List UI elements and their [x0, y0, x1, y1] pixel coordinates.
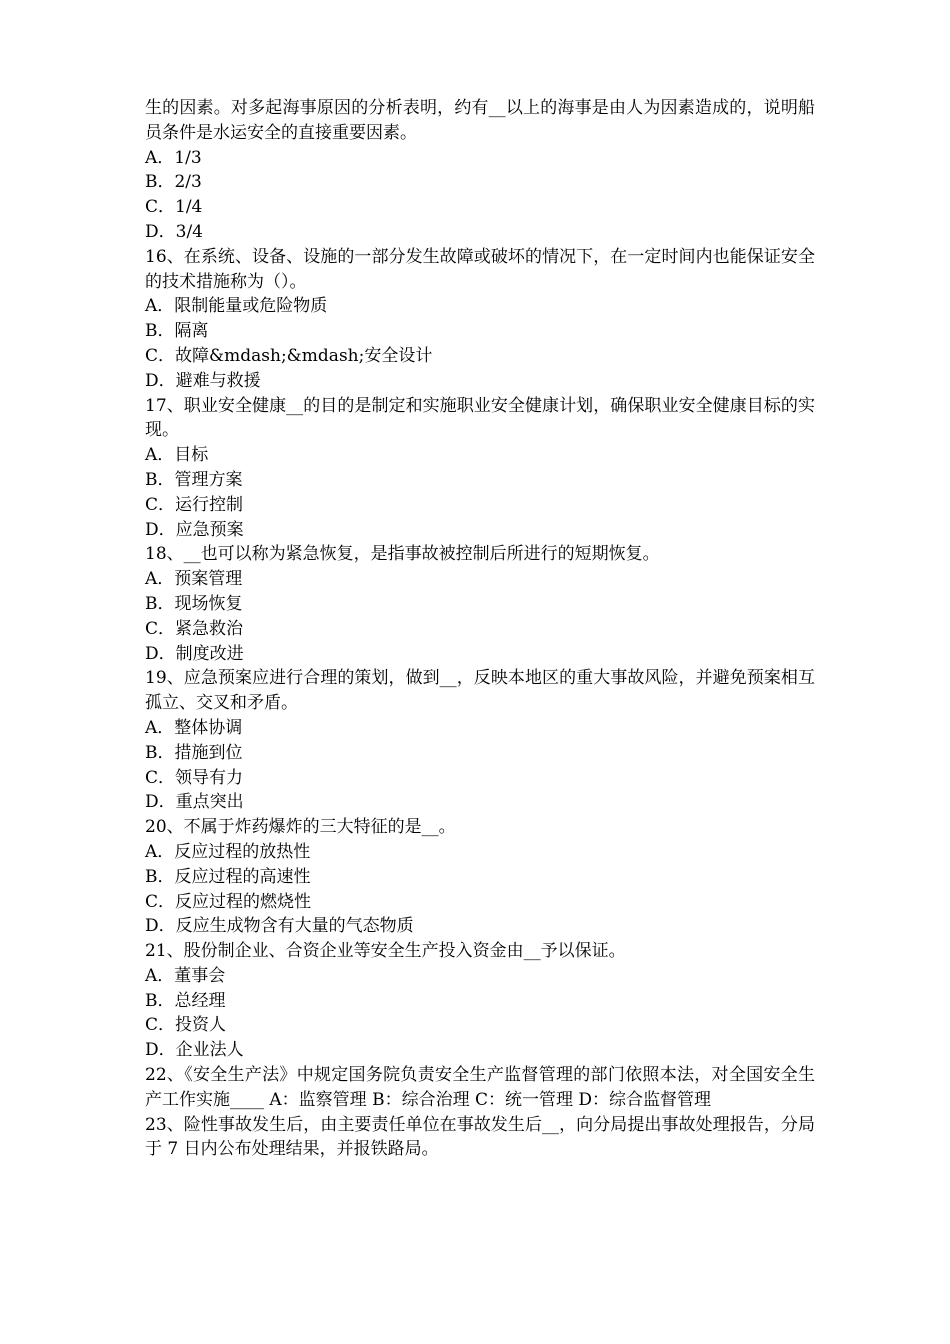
option-line: B．现场恢复: [145, 593, 243, 614]
option-line: A．董事会: [145, 965, 226, 986]
option-line: A．限制能量或危险物质: [145, 296, 328, 317]
question-stem: 19、应急预案应进行合理的策划，做到__，反映本地区的重大事故风险，并避免预案相互孤立、交叉和矛盾。: [145, 668, 815, 714]
question-stem: 16、在系统、设备、设施的一部分发生故障或破坏的情况下，在一定时间内也能保证安全的技术措施称为（）。: [145, 246, 815, 292]
document-page: [145, 96, 815, 1162]
option-line: B．管理方案: [145, 469, 243, 490]
option-line: C．反应过程的燃烧性: [145, 891, 312, 912]
option-line: B．总经理: [145, 990, 226, 1011]
option-line: C．领导有力: [145, 767, 244, 788]
option-line: A．反应过程的放热性: [145, 841, 311, 862]
lead-paragraph: 生的因素。对多起海事原因的分析表明，约有__以上的海事是由人为因素造成的，说明船员条件是水运安全的直接重要因素。: [145, 98, 815, 143]
option-line: C．紧急救治: [145, 618, 244, 639]
option-line: D．应急预案: [145, 519, 244, 540]
question-stem: 20、不属于炸药爆炸的三大特征的是__。: [145, 817, 456, 838]
option-line: B．2/3: [145, 172, 202, 193]
option-line: D．制度改进: [145, 643, 244, 664]
option-line: C．运行控制: [145, 494, 244, 515]
option-line: B．措施到位: [145, 742, 243, 763]
option-line: C．投资人: [145, 1015, 227, 1036]
question-stem: 22、《安全生产法》中规定国务院负责安全生产监督管理的部门依照本法，对全国安全生产工作实施____ A：监察管理 B：综合治理 C：统一管理 D：综合监督管理: [145, 1065, 815, 1110]
option-line: D．反应生成物含有大量的气态物质: [145, 916, 414, 937]
option-line: D．企业法人: [145, 1040, 244, 1061]
option-line: A．预案管理: [145, 569, 243, 590]
question-stem: 18、__也可以称为紧急恢复，是指事故被控制后所进行的短期恢复。: [145, 544, 660, 565]
option-line: A．整体协调: [145, 717, 243, 738]
option-line: B．隔离: [145, 321, 209, 342]
option-line: A．目标: [145, 445, 209, 466]
option-line: D．避难与救援: [145, 370, 261, 391]
question-stem: 17、职业安全健康__的目的是制定和实施职业安全健康计划，确保职业安全健康目标的实现。: [145, 395, 815, 441]
option-line: D．重点突出: [145, 792, 244, 813]
question-stem: 21、股份制企业、合资企业等安全生产投入资金由__予以保证。: [145, 941, 626, 962]
question-stem: 23、险性事故发生后，由主要责任单位在事故发生后__，向分局提出事故处理报告，分局于 7 日内公布处理结果，并报铁路局。: [145, 1114, 815, 1160]
option-line: D．3/4: [145, 221, 203, 242]
option-line: B．反应过程的高速性: [145, 866, 311, 887]
option-line: A．1/3: [145, 147, 202, 168]
option-line: C．故障&mdash;&mdash;安全设计: [145, 345, 433, 366]
option-line: C．1/4: [145, 197, 203, 218]
